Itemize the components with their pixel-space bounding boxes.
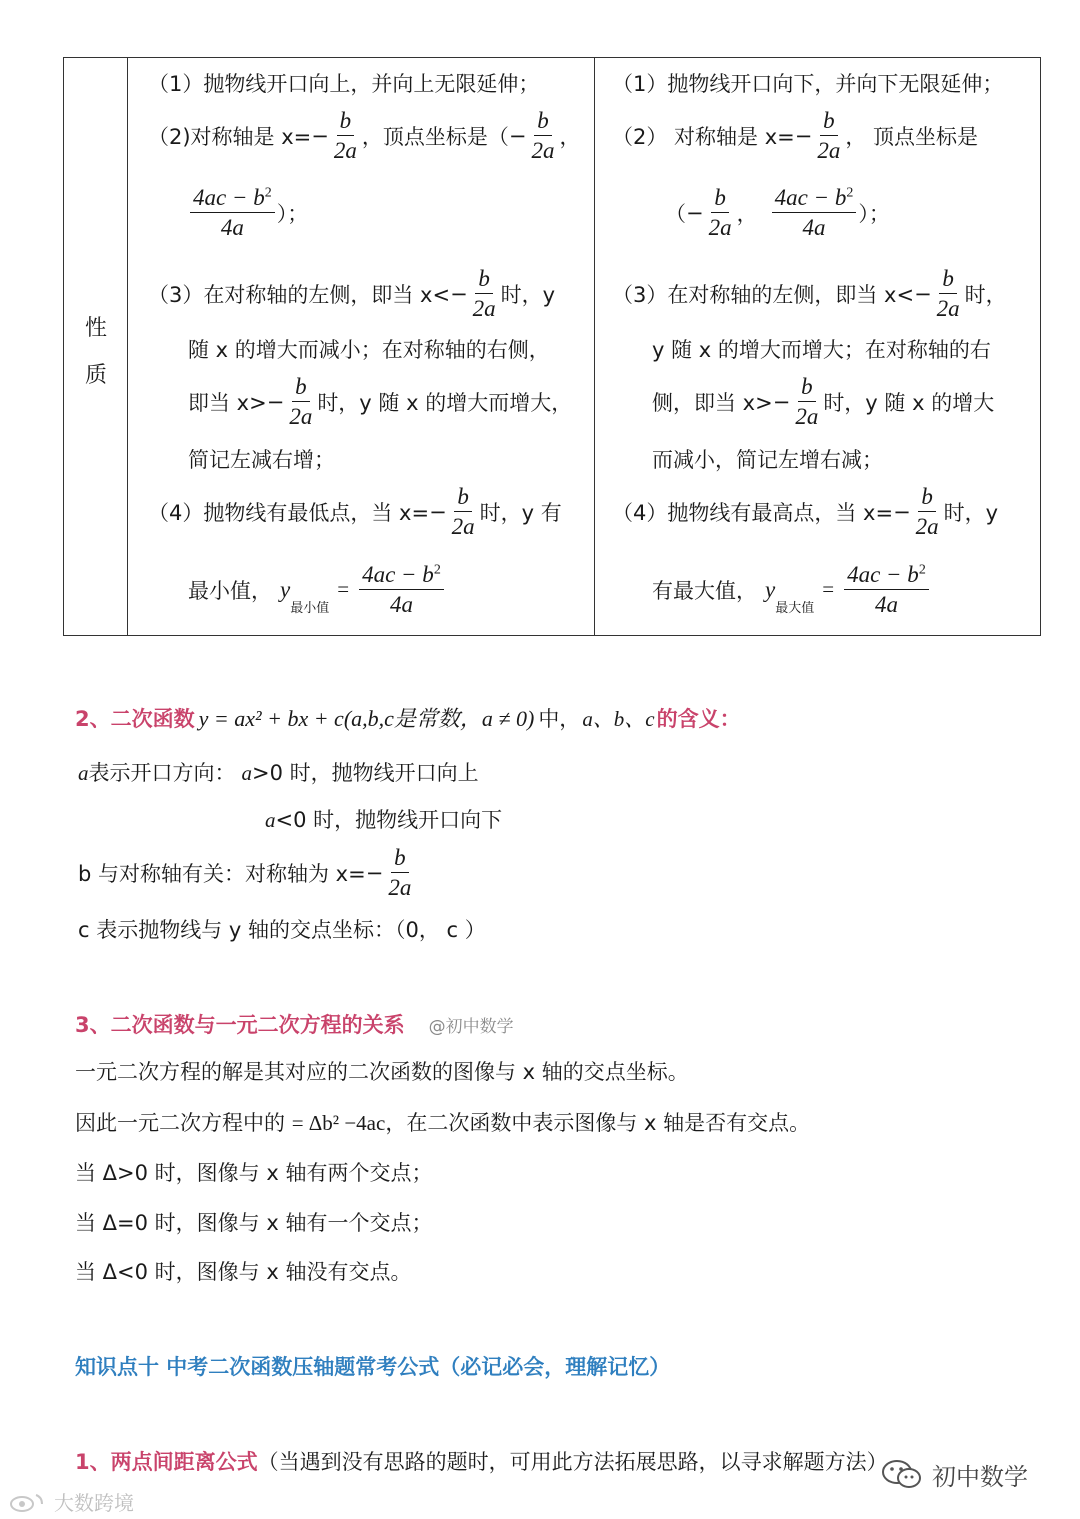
section-3-line-4: 当 Δ=0 时，图像与 x 轴有一个交点； xyxy=(75,1211,433,1235)
superscript: 2 xyxy=(846,185,854,201)
left-prop-3-line-4: 简记左减右增； xyxy=(188,448,335,472)
a-line-1-label: 表示开口方向： xyxy=(88,761,236,785)
fraction-denominator: 4a xyxy=(802,215,826,241)
fraction-b-over-2a xyxy=(706,185,735,241)
fraction-numerator: b xyxy=(475,266,493,294)
watermark-right-text: 初中数学 xyxy=(932,1462,1028,1491)
left-prop-3-line-2: 随 x 的增大而减小；在对称轴的右侧， xyxy=(188,338,550,362)
fraction-b-over-2a xyxy=(934,266,963,322)
fraction-numerator: b xyxy=(798,374,816,402)
left-prop-3-text-d: 即当 x> xyxy=(188,390,267,415)
fraction-numerator: b xyxy=(918,484,936,512)
minus-sign: − xyxy=(794,123,813,148)
minus-sign: − xyxy=(686,200,704,225)
right-prop-3-text-a: （3）在对称轴的左侧，即当 x< xyxy=(612,282,915,307)
numerator-text: 4ac − b xyxy=(193,185,265,210)
fraction-denominator: 2a xyxy=(708,215,732,241)
left-prop-2-text-c: ， xyxy=(559,124,581,149)
left-prop-3-line-3 xyxy=(188,374,572,430)
fraction-b-over-2a xyxy=(792,374,821,430)
distance-formula-title: 1、两点间距离公式 xyxy=(75,1450,258,1474)
fraction-4ac-b2-over-4a xyxy=(190,185,275,241)
watermark-right xyxy=(880,1456,1028,1492)
a-meaning-line-2 xyxy=(265,804,502,834)
a-variable: a xyxy=(78,761,89,785)
minus-sign: − xyxy=(914,281,932,306)
watermark-left-text: 大数跨境 xyxy=(54,1491,134,1515)
discriminant-formula: = Δb² −4ac xyxy=(291,1111,386,1135)
quadratic-formula: y = ax² + bx + c(a,b,c是常数，a ≠ 0) xyxy=(198,706,535,731)
minus-sign: − xyxy=(429,499,447,524)
left-prop-4 xyxy=(148,484,562,540)
a-line-2-text: <0 时，抛物线开口向下 xyxy=(275,808,503,832)
right-prop-3-line-2: y 随 x 的增大而增大；在对称轴的右 xyxy=(652,338,991,362)
a-variable: a xyxy=(241,761,252,785)
fraction-4ac-b2-over-4a xyxy=(844,562,929,618)
fraction-denominator: 2a xyxy=(289,404,313,430)
table-divider-middle xyxy=(594,58,595,635)
left-prop-4-text-b: 时，y 有 xyxy=(479,500,562,525)
numerator-text: 4ac − b xyxy=(847,562,919,587)
fraction-b-over-2a xyxy=(528,108,557,164)
distance-formula-heading xyxy=(75,1446,888,1476)
weibo-icon xyxy=(8,1491,48,1513)
right-prop-3-line-4: 而减小，简记左增右减； xyxy=(652,448,883,472)
minus-sign: − xyxy=(365,860,384,885)
superscript: 2 xyxy=(918,562,926,578)
fraction-denominator: 2a xyxy=(936,296,960,322)
fraction-b-over-2a xyxy=(470,266,499,322)
y-variable: y xyxy=(765,576,776,602)
fraction-denominator: 4a xyxy=(389,592,413,618)
left-prop-2-text-b: ，顶点坐标是（ xyxy=(361,124,509,149)
distance-formula-note: （当遇到没有思路的题时，可用此方法拓展思路，以寻求解题方法） xyxy=(257,1450,888,1474)
equals-sign: = xyxy=(337,577,350,602)
fraction-b-over-2a xyxy=(385,845,414,901)
right-vertex xyxy=(665,185,890,241)
numerator-text: 4ac − b xyxy=(362,562,434,587)
right-prop-1: （1）抛物线开口向下，并向下无限延伸； xyxy=(612,72,1004,96)
right-prop-2-text-a: （2） 对称轴是 x= xyxy=(612,124,795,149)
minus-sign: − xyxy=(772,389,791,414)
left-prop-2-text-d: ）； xyxy=(276,201,309,226)
c-meaning-line: c 表示抛物线与 y 轴的交点坐标：（0， c ） xyxy=(78,918,486,942)
left-prop-4-text-c: 最小值， xyxy=(188,578,272,603)
right-prop-2 xyxy=(612,108,978,164)
fraction-numerator: b xyxy=(534,108,552,136)
table-divider-label xyxy=(127,58,128,635)
section-2-heading xyxy=(75,702,741,733)
right-prop-2-text-d: ， xyxy=(736,201,758,226)
section-3-line-1: 一元二次方程的解是其对应的二次函数的图像与 x 轴的交点坐标。 xyxy=(75,1060,689,1084)
fraction-denominator: 2a xyxy=(472,296,496,322)
fraction-denominator: 2a xyxy=(388,875,412,901)
left-min-value xyxy=(188,562,446,618)
equals-sign: = xyxy=(822,577,835,602)
fraction-b-over-2a xyxy=(449,484,478,540)
right-prop-4 xyxy=(612,484,998,540)
fraction-b-over-2a xyxy=(331,108,360,164)
fraction-numerator xyxy=(190,185,275,213)
fraction-denominator: 2a xyxy=(451,514,475,540)
fraction-numerator: b xyxy=(454,484,472,512)
left-prop-4-text-a: （4）抛物线有最低点，当 x= xyxy=(148,500,430,525)
section-3-line-2-a: 因此一元二次方程中的 xyxy=(75,1111,292,1135)
right-prop-3-text-b: 时， xyxy=(964,282,1007,307)
fraction-numerator: b xyxy=(292,374,310,402)
section-2-mid: 中， xyxy=(538,707,581,731)
minus-sign: − xyxy=(311,123,329,148)
y-subscript: 最小值 xyxy=(290,600,330,616)
fraction-numerator: b xyxy=(939,266,957,294)
section-3-title: 3、二次函数与一元二次方程的关系 xyxy=(75,1013,405,1037)
wechat-icon xyxy=(880,1456,924,1492)
minus-sign: − xyxy=(893,499,911,524)
left-prop-2 xyxy=(148,108,580,164)
right-prop-4-text-a: （4）抛物线有最高点，当 x= xyxy=(612,500,894,525)
right-prop-2-text-e: ）； xyxy=(858,201,890,226)
fraction-numerator: b xyxy=(711,185,729,213)
section-3-heading xyxy=(75,1009,514,1039)
right-prop-2-text-b: ， 顶点坐标是 xyxy=(845,124,979,149)
left-prop-1: （1）抛物线开口向上，并向上无限延伸； xyxy=(148,72,540,96)
section-3-line-3: 当 Δ>0 时，图像与 x 轴有两个交点； xyxy=(75,1161,433,1185)
fraction-numerator: b xyxy=(820,108,838,136)
section-3-line-5: 当 Δ<0 时，图像与 x 轴没有交点。 xyxy=(75,1260,412,1284)
right-prop-3-line-3 xyxy=(652,374,994,430)
right-prop-3-text-d: 侧，即当 x> xyxy=(652,390,773,415)
fraction-denominator: 2a xyxy=(915,514,939,540)
knowledge-point-10-title: 知识点十 中考二次函数压轴题常考公式（必记必会，理解记忆） xyxy=(75,1355,671,1379)
minus-sign: − xyxy=(266,389,285,414)
fraction-numerator: b xyxy=(337,108,355,136)
right-prop-4-text-c: 有最大值， xyxy=(652,578,757,603)
fraction-denominator: 2a xyxy=(531,138,555,164)
fraction-4ac-b2-over-4a xyxy=(772,185,857,241)
section-3-line-2-b: ，在二次函数中表示图像与 x 轴是否有交点。 xyxy=(385,1111,811,1135)
fraction-numerator xyxy=(359,562,444,590)
watermark-left xyxy=(8,1487,134,1516)
section-3-line-2 xyxy=(75,1107,810,1137)
y-subscript: 最大值 xyxy=(775,600,815,616)
superscript: 2 xyxy=(433,562,441,578)
section-3-tag: @初中数学 xyxy=(428,1017,514,1037)
fraction-denominator: 2a xyxy=(817,138,841,164)
fraction-b-over-2a xyxy=(814,108,843,164)
a-variable: a xyxy=(265,808,276,832)
minus-sign: − xyxy=(450,281,468,306)
left-prop-2-text-a: （2)对称轴是 x= xyxy=(148,124,312,149)
numerator-text: 4ac − b xyxy=(774,185,847,210)
right-prop-3-text-e: 时，y 随 x 的增大 xyxy=(823,390,995,415)
left-prop-3-text-a: （3）在对称轴的左侧，即当 x< xyxy=(148,282,451,307)
fraction-denominator: 4a xyxy=(874,592,898,618)
right-prop-2-text-c: （ xyxy=(665,201,686,226)
right-prop-4-text-b: 时，y xyxy=(943,500,999,525)
fraction-b-over-2a xyxy=(286,374,315,430)
a-line-1-text: >0 时，抛物线开口向上 xyxy=(252,761,479,785)
right-max-value xyxy=(652,562,931,618)
section-2-title-a: 2、二次函数 xyxy=(75,707,195,731)
b-line-text: b 与对称轴有关：对称轴为 x= xyxy=(78,861,366,886)
left-vertex-y xyxy=(188,185,308,241)
fraction-numerator: b xyxy=(391,845,409,873)
fraction-denominator: 2a xyxy=(333,138,357,164)
left-prop-3 xyxy=(148,266,555,322)
superscript: 2 xyxy=(264,185,272,201)
a-meaning-line-1 xyxy=(78,757,479,787)
y-variable: y xyxy=(280,576,291,602)
fraction-denominator: 2a xyxy=(795,404,819,430)
fraction-b-over-2a xyxy=(913,484,942,540)
left-prop-3-text-e: 时，y 随 x 的增大而增大， xyxy=(317,390,573,415)
fraction-numerator xyxy=(772,185,857,213)
minus-sign: − xyxy=(508,123,527,148)
left-prop-3-text-b: 时，y xyxy=(500,282,556,307)
b-meaning-line xyxy=(78,845,416,901)
row-label-char-2: 质 xyxy=(84,363,107,388)
section-2-title-b: 的含义： xyxy=(656,707,741,731)
section-2-abc: a、b、c xyxy=(582,707,655,731)
row-label-char-1: 性 xyxy=(84,316,107,341)
fraction-4ac-b2-over-4a xyxy=(359,562,444,618)
fraction-numerator xyxy=(844,562,929,590)
right-prop-3 xyxy=(612,266,1007,322)
fraction-denominator: 4a xyxy=(220,215,244,241)
